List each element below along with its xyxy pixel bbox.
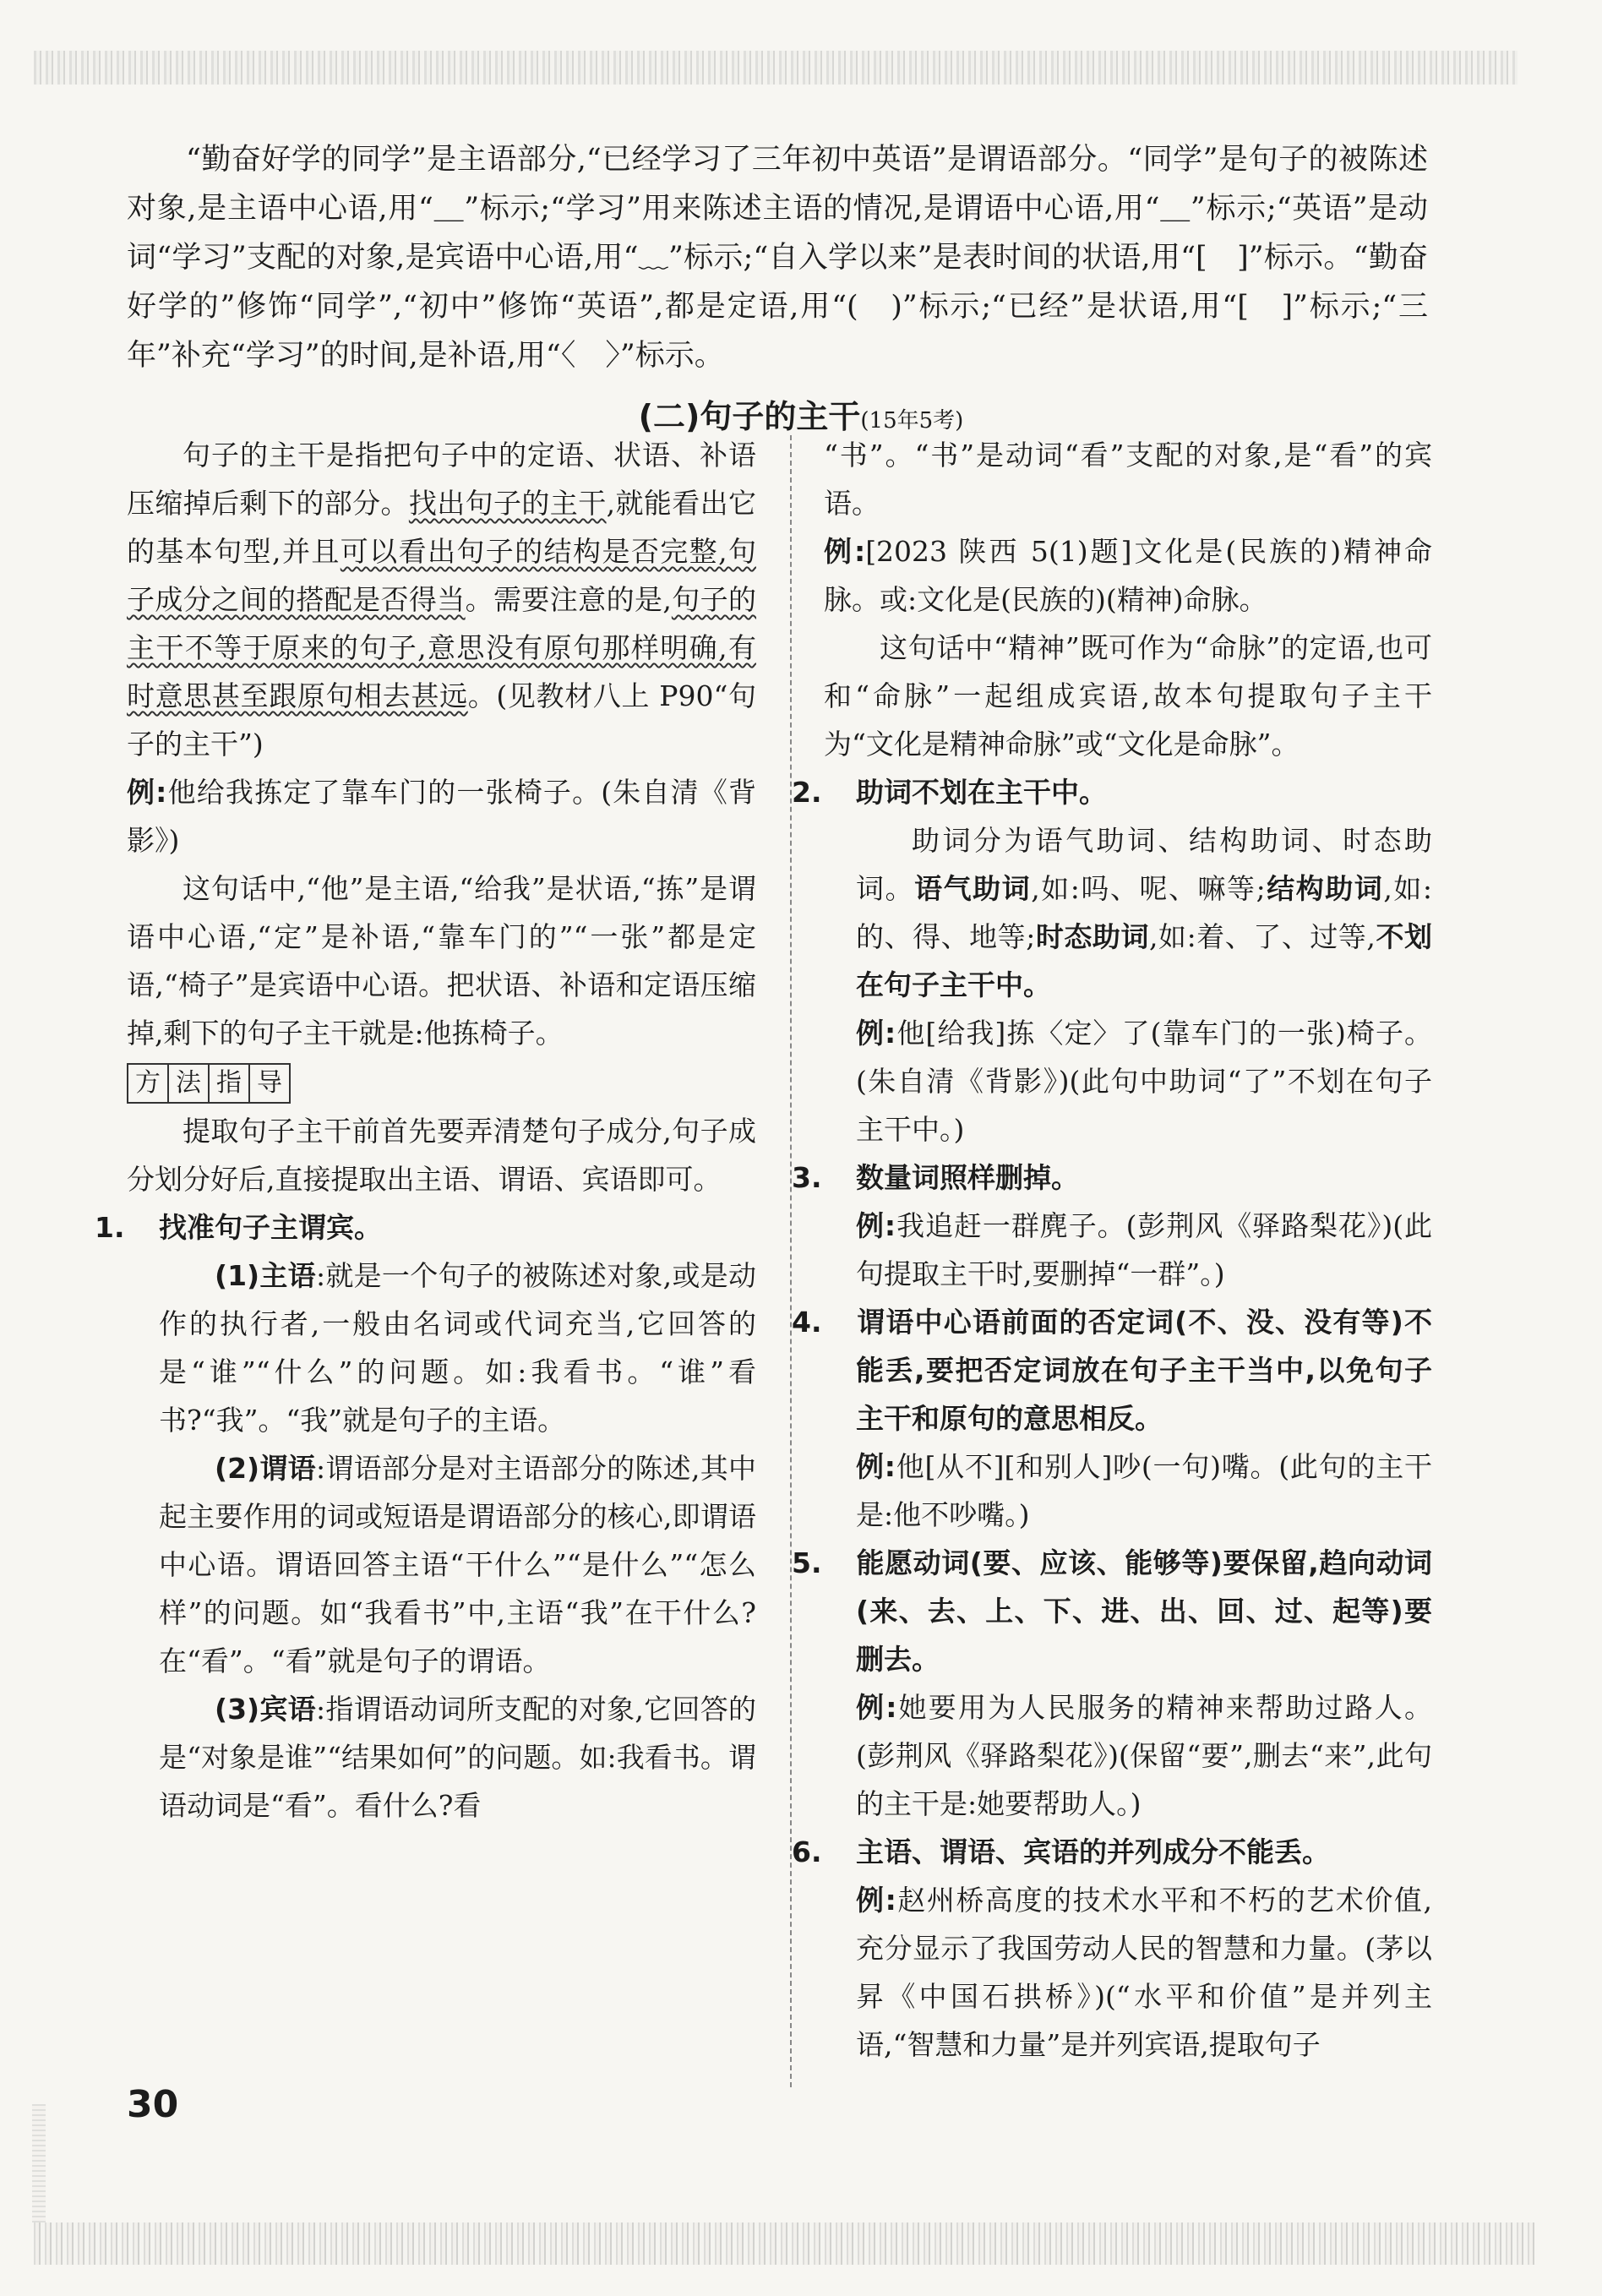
definition-emphasis-1: 找出句子的主干 [408, 487, 607, 520]
example-7-text: 赵州桥高度的技术水平和不朽的艺术价值,充分显示了我国劳动人民的智慧和力量。(茅以昇《中国石拱桥》)(“水平和价值”是并列主语,“智慧和力量”是并列宾语,提取句子 [856, 1884, 1432, 2061]
definition-reference: 。(见教材八上 P90“句子的主干”) [127, 679, 756, 761]
method-char-2: 法 [169, 1065, 210, 1102]
analysis-paragraph: 这句话中,“他”是主语,“给我”是状语,“拣”是谓语中心语,“定”是补语,“靠车门的”“一张”都是定语,“椅子”是宾语中心语。把状语、补语和定语压缩掉,剩下的句子主干就是:他拣椅子。 [127, 872, 756, 1050]
subject-text: :就是一个句子的被陈述对象,或是动作的执行者,一般由名词或代词充当,它回答的是“谁”“什么”的问题。如:我看书。“谁”看书?“我”。“我”就是句子的主语。 [159, 1259, 756, 1437]
definition-emphasis-2: 可以看出句子的结构是否完整,句子成分之间的搭配是否得当 [127, 535, 756, 616]
point-5-text: 能愿动词(要、应该、能够等)要保留,趋向动词(来、去、上、下、进、出、回、过、起等)要删去。 [856, 1546, 1432, 1676]
point-4-number: 4. [792, 1306, 822, 1339]
example-label: 例: [856, 1450, 896, 1483]
predicate-text: :谓语部分是对主语部分的陈述,其中起主要作用的词或短语是谓语部分的核心,即谓语中心语。谓语回答主语“干什么”“是什么”“怎么样”的问题。如“我看书”中,主语“我”在干什么?在“看”。“看”就是句子的谓语。 [159, 1452, 756, 1677]
object-label: (3)宾语 [215, 1693, 316, 1726]
example-label: 例: [127, 776, 167, 809]
point-2 [792, 768, 1432, 816]
method-char-4: 导 [257, 1068, 282, 1098]
example-label: 例: [856, 1209, 896, 1242]
definition-emphasis-3: 句子的主干不等于原来的句子,意思没有原句那样明确,有时意思甚至跟原句相去甚远 [127, 583, 757, 712]
particle-text-1: 助词分为语气助词、结构助词、时态助词。 [856, 824, 1432, 905]
method-char-1: 方 [128, 1065, 169, 1102]
object-text: :指谓语动词所支配的对象,它回答的是“对象是谁”“结果如何”的问题。如:我看书。谓语动词是“看”。看什么?看 [159, 1693, 756, 1822]
definition-text-2: ,就能看出它的基本句型,并且 [127, 487, 757, 568]
point-5 [792, 1539, 1432, 1683]
example-6 [824, 1683, 1432, 1828]
particle-paragraph [824, 816, 1432, 1009]
intro-text: “勤奋好学的同学”是主语部分,“已经学习了三年初中英语”是谓语部分。“同学”是句子的被陈述对象,是主语中心语,用“＿”标示;“学习”用来陈述主语的情况,是谓语中心语,用“＿”标示;“英语”是动词“学习”支配的对象,是宾语中心语,用“﹏”标示;“自入学以来”是表时间的状语,用“[ ]”标示。“勤奋好学的”修饰“同学”,“初中”修饰“英语”,都是定语,用“( )”标示;“已经”是状语,用“[ ]”标示;“三年”补充“学习”的时间,是补语,用“〈 〉”标示。 [127, 143, 1428, 373]
example-3 [824, 1009, 1432, 1153]
example-2-text: [2023 陕西 5(1)题]文化是(民族的)精神命脉。或:文化是(民族的)(精神)命脉。 [824, 535, 1433, 616]
point-1 [95, 1203, 756, 1252]
point-5-number: 5. [792, 1546, 822, 1579]
example-2-analysis: 这句话中“精神”既可作为“命脉”的定语,也可和“命脉”一起组成宾语,故本句提取句子主干为“文化是精神命脉”或“文化是命脉”。 [824, 631, 1432, 761]
aspect-particle-label: 时态助词 [1035, 920, 1150, 953]
point-1-text: 找准句子主谓宾。 [159, 1211, 382, 1244]
method-guide-box [127, 1063, 291, 1104]
definition-text-3: 。需要注意的是, [465, 583, 672, 616]
point-3-number: 3. [792, 1161, 822, 1194]
point-6 [792, 1828, 1432, 1876]
scan-noise-top [34, 51, 1518, 85]
point-1-number: 1. [95, 1211, 125, 1244]
object-continued: “书”。“书”是动词“看”支配的对象,是“看”的宾语。 [824, 439, 1432, 520]
particle-text-3: ,如:的、得、地等; [856, 872, 1433, 953]
point-2-text: 助词不划在主干中。 [856, 776, 1107, 809]
example-6-text: 她要用为人民服务的精神来帮助过路人。(彭荆风《驿路梨花》)(保留“要”,删去“来”,此句的主干是:她要帮助人。) [856, 1691, 1433, 1820]
example-label: 例: [856, 1691, 897, 1724]
example-7 [824, 1876, 1432, 2069]
subpoint-predicate [127, 1444, 756, 1685]
point-2-number: 2. [792, 776, 822, 809]
structural-particle-label: 结构助词 [1265, 872, 1384, 905]
point-4 [792, 1298, 1432, 1442]
method-char-3: 指 [210, 1065, 250, 1102]
definition-paragraph [127, 431, 756, 768]
definition-text: 句子的主干是指把句子中的定语、状语、补语压缩掉后剩下的部分。 [127, 439, 756, 520]
section-note: (15年5考) [860, 408, 964, 434]
predicate-label: (2)谓语 [215, 1452, 316, 1485]
particle-conclusion: 不划在句子主干中。 [856, 920, 1433, 1001]
example-4-text: 我追赶一群麂子。(彭荆风《驿路梨花》)(此句提取主干时,要删掉“一群”。) [856, 1209, 1432, 1290]
example-3-text: 他[给我]拣〈定〉了(靠车门的一张)椅子。(朱自清《背影》)(此句中助词“了”不划在句子主干中。) [856, 1017, 1433, 1146]
example-5 [824, 1442, 1432, 1539]
page-number: 30 [127, 2083, 179, 2126]
scan-noise-left [32, 2104, 46, 2222]
example-label: 例: [856, 1017, 896, 1050]
subpoint-object [127, 1685, 756, 1830]
point-4-text: 谓语中心语前面的否定词(不、没、没有等)不能丢,要把否定词放在句子主干当中,以免句子主干和原句的意思相反。 [856, 1306, 1432, 1435]
right-column [792, 431, 1433, 2069]
example-1 [127, 768, 756, 864]
example-1-text: 他给我拣定了靠车门的一张椅子。(朱自清《背影》) [127, 776, 757, 857]
particle-text-2: ,如:吗、呢、嘛等; [1031, 872, 1266, 905]
example-5-text: 他[从不][和别人]吵(一句)嘴。(此句的主干是:他不吵嘴。) [856, 1450, 1432, 1531]
example-2 [824, 527, 1432, 624]
point-6-text: 主语、谓语、宾语的并列成分不能丢。 [856, 1835, 1330, 1868]
intro-paragraph [127, 135, 1428, 380]
particle-text-4: ,如:着、了、过等, [1149, 920, 1376, 953]
example-label: 例: [824, 535, 866, 568]
modal-particle-label: 语气助词 [914, 872, 1032, 905]
example-label: 例: [856, 1884, 896, 1917]
subject-label: (1)主语 [215, 1259, 316, 1292]
point-3-text: 数量词照样删掉。 [856, 1161, 1079, 1194]
scan-noise-bottom [34, 2222, 1534, 2265]
section-title: (二)句子的主干 [638, 398, 861, 435]
left-column [95, 431, 757, 1830]
section-heading [0, 390, 1602, 437]
point-6-number: 6. [792, 1835, 822, 1868]
subpoint-subject [127, 1252, 756, 1444]
method-paragraph: 提取句子主干前首先要弄清楚句子成分,句子成分划分好后,直接提取出主语、谓语、宾语即可。 [127, 1115, 756, 1196]
example-4 [824, 1202, 1432, 1298]
point-3 [792, 1153, 1432, 1202]
